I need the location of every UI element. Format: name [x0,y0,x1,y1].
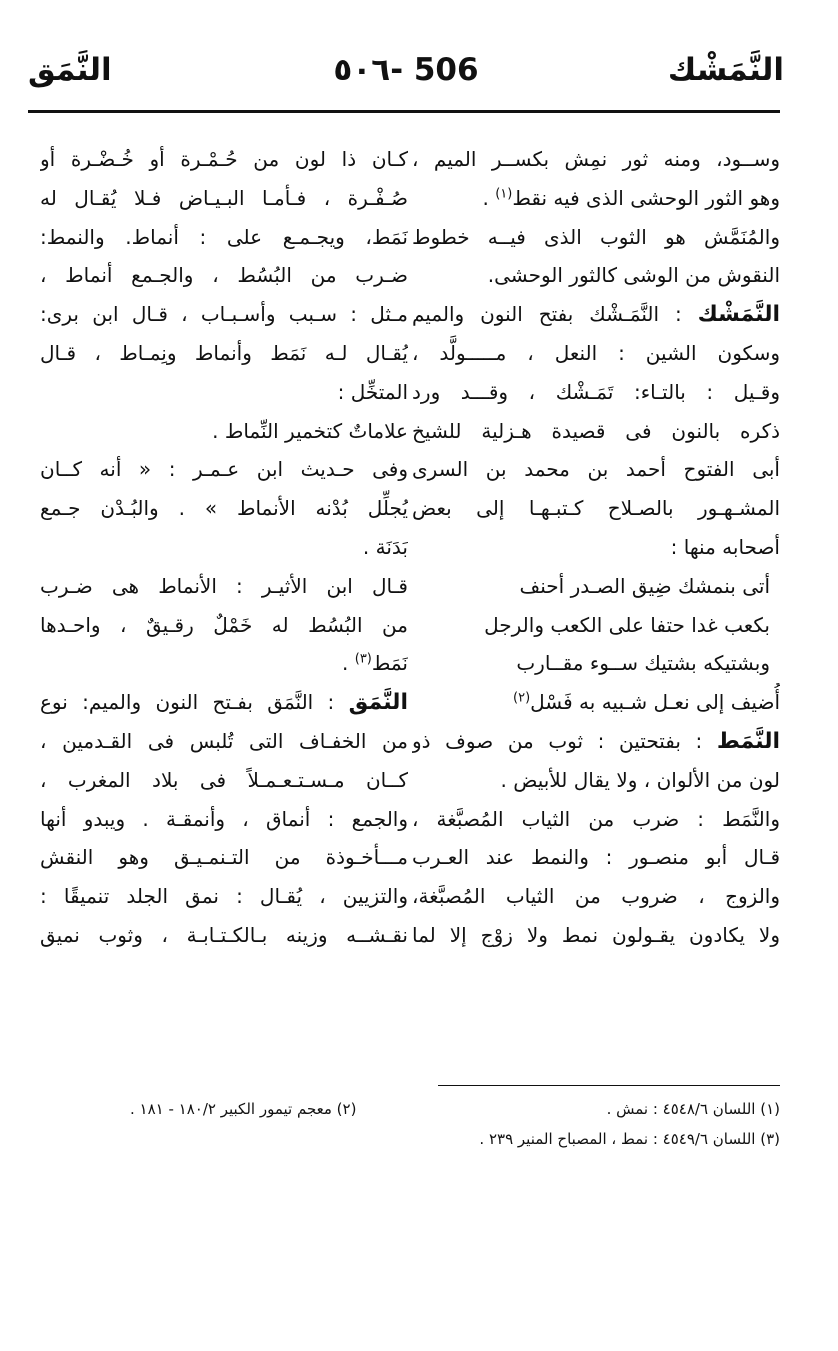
poem-verse [412,644,780,683]
text-line [40,334,408,373]
line-text: مـــأخـوذة من التـنمـيـق وهو النقش [40,845,408,870]
line-text: من الخفـاف التى تُلبس فى القـدمين ، [40,728,408,753]
left-column [40,140,408,955]
right-column [412,140,780,955]
header-rule [28,110,780,113]
line-text: والنَّمَط : ضرب من الثياب المُصبَّغة ، [412,806,780,831]
line-text: وســود، ومنه ثور نمِش بكســر الميم ، [412,147,780,171]
line-text: من البُسُط له خَمْلٌ رقـيقٌ ، واحـدها [40,612,408,637]
line-text: وفى حـديث ابن عـمـر : « أنه كــان [40,457,408,482]
line-end-punct: . [482,185,496,210]
text-line [412,877,780,916]
footnote-ref: (٣) [354,651,372,667]
text-line [40,489,408,528]
line-text: وقـيل : بالتـاء: تَمَـشْك ، وقـــد ورد [412,379,780,404]
line-text: بَدَنَة . [362,534,408,559]
text-line [40,606,408,645]
header-title-left: النَّمَق [28,52,112,88]
text-line [412,412,780,451]
footnote-3: (٣) اللسان ٤٥٤٩/٦ : نمط ، المصباح المنير ٢٣٩ . [479,1130,780,1148]
line-text: المشـهـور بالصـلاح كـتبـهـا إلى بعض [412,496,780,521]
text-line [40,218,408,257]
text-line [412,528,780,567]
text-line [40,722,408,761]
entry-headword: النَّمَشْك [697,302,780,328]
text-line [412,256,780,295]
line-text: : النَّمَق بفـتح النون والميم: نوع [40,690,349,715]
line-text: ذكره بالنون فى قصيدة هـزلية للشيخ [412,418,780,443]
line-text: نَمَط، ويجـمـع على : أنماط. والنمط: [40,224,408,249]
entry-headword: النَّمَق [348,690,408,716]
footnote-ref: (٢) [513,690,531,706]
text-line [40,412,408,451]
line-text: كـان ذا لون من حُـمْـرة أو خُـضْـرة أو [40,147,408,171]
text-line [40,528,408,567]
line-text: علاماتٌ كتخمير النِّماط . [212,418,408,443]
text-line [40,179,408,218]
line-text: أبى الفتوح أحمد بن محمد بن السرى [412,457,780,482]
line-text: مـثل : سـبب وأسـبـاب ، قـال ابن برى: [40,302,408,327]
line-text: أُضيف إلى نعـل شـبيه به فَسْل [530,690,780,715]
line-text: أصحابه منها : [670,534,780,559]
line-text: نقـشــه وزينه بـالكـتـابـة ، وثوب نميق [40,922,408,947]
text-line [412,489,780,528]
footnote-1: (١) اللسان ٤٥٤٨/٦ : نمش . [606,1100,780,1118]
text-line [40,644,408,683]
text-line [40,761,408,800]
line-text: يُجلِّل بُدْنه الأنماط » . والبُـدْن جـمع [40,496,408,521]
page-number: 506 -٥٠٦ [333,52,479,88]
line-text: نَمَط [371,651,408,676]
line-text: كــان مـسـتـعـمـلاً فى بلاد المغرب ، [40,767,408,792]
page-header [28,52,784,104]
text-line [40,838,408,877]
line-text: قـال أبو منصـور : والنمط عند العـرب [412,845,780,870]
text-line [412,450,780,489]
text-line [40,256,408,295]
text-line [412,800,780,839]
text-line [412,218,780,257]
line-text: بكعب غدا حتفا على الكعب والرجل [484,612,770,637]
footnote-ref: (١) [495,186,513,202]
text-line [40,683,408,722]
line-text: وهو الثور الوحشى الذى فيه نقط [512,185,780,210]
footnote-2: (٢) معجم تيمور الكبير ١٨٠/٢ - ١٨١ . [130,1100,357,1118]
text-line [40,140,408,179]
footnote-rule [438,1085,780,1086]
text-line [412,373,780,412]
text-line [40,450,408,489]
header-title-right: النَّمَشْك [667,52,784,88]
line-text: : بفتحتين : ثوب من صوف ذو [412,728,717,753]
text-line [40,295,408,334]
entry-headword: النَّمَط [716,728,780,754]
line-text: وبشتيكه بشتيك ســوء مقــارب [516,651,770,676]
text-line [412,761,780,800]
text-line [412,838,780,877]
text-line [40,800,408,839]
text-line [40,373,408,412]
line-text: والتزيين ، يُقـال : نمق الجلد تنميقًا : [40,884,408,909]
poem-verse [412,606,780,645]
text-line [412,334,780,373]
line-text: قـال ابن الأثيـر : الأنماط هى ضـرب [40,573,408,598]
text-line [412,683,780,722]
line-text: ولا يكادون يقـولون نمط ولا زوْج إلا لما [412,922,780,947]
line-text: والمُنَمَّش هو الثوب الذى فيــه خطوط [412,224,780,249]
line-text: ضـرب من البُسُط ، والجـمع أنماط ، [40,263,408,288]
line-text: يُقـال لـه نَمَط وأنماط ونِمـاط ، قـال [40,340,408,365]
line-text: أتى بنمشك ضِيق الصـدر أحنف [519,573,770,598]
text-line [40,877,408,916]
text-line [40,916,408,955]
line-end-punct: . [342,651,355,676]
text-line [412,295,780,334]
text-line [412,722,780,761]
text-line [412,916,780,955]
line-text: لون من الألوان ، ولا يقال للأبيض . [500,767,780,792]
text-line [40,567,408,606]
text-line [412,140,780,179]
line-text: وسكون الشين : النعل ، مـــــولَّد ، [412,340,780,365]
text-line [412,179,780,218]
line-text: والزوج ، ضروب من الثياب المُصبَّغة، [412,884,780,909]
line-text: والجمع : أنماق ، وأنمقـة . ويبدو أنها [40,806,408,831]
line-text: : النَّمَـشْك بفتح النون والميم [412,302,698,327]
line-text: صُـفْـرة ، فـأمـا البـيـاض فـلا يُقـال له [40,185,408,210]
line-text: المتخِّل : [337,379,408,404]
line-text: النقوش من الوشى كالثور الوحشى. [487,263,780,288]
poem-verse [412,567,780,606]
